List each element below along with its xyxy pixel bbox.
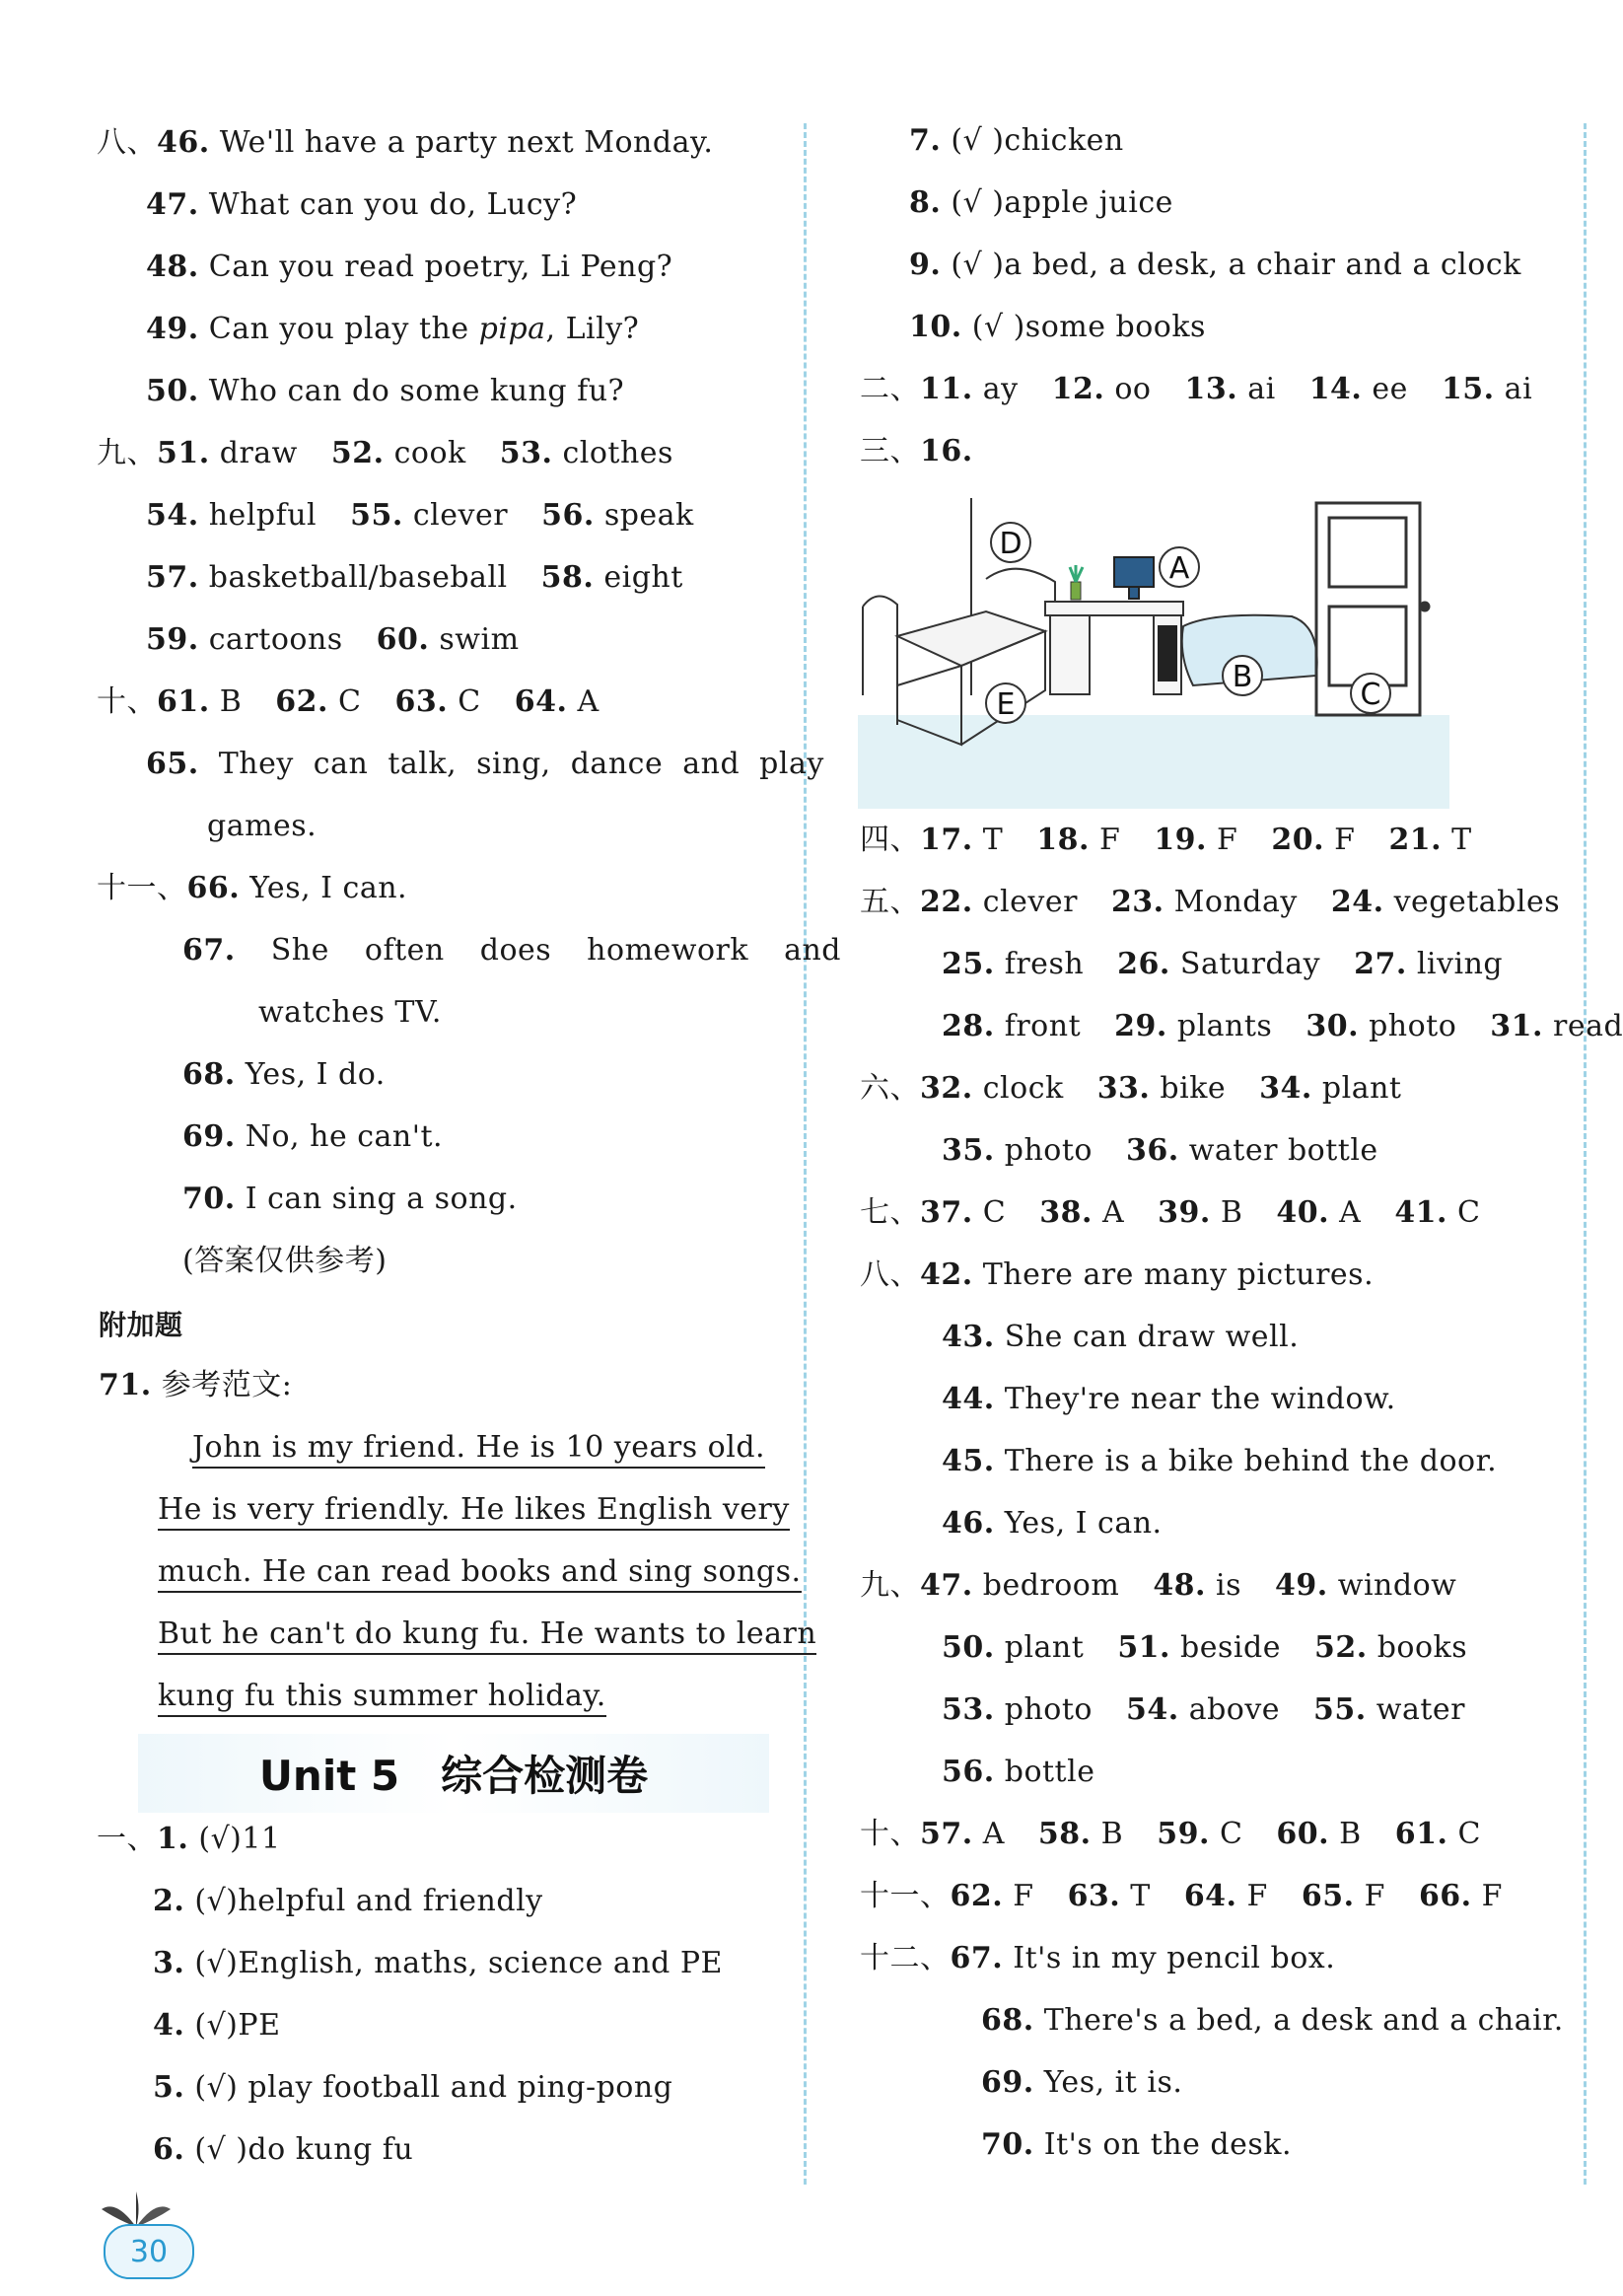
- question-number: 8.: [909, 185, 942, 220]
- answer-line: [97, 869, 407, 908]
- answer-text: C: [1447, 1817, 1481, 1851]
- answer-line: [860, 1256, 1374, 1295]
- question-number: 43.: [942, 1320, 995, 1354]
- question-number: 69.: [981, 2065, 1034, 2100]
- question-number: 68.: [182, 1057, 236, 1092]
- floor: [858, 715, 1449, 809]
- answer-text: 附加题: [99, 1309, 183, 1341]
- question-number: 67.: [950, 1941, 1004, 1975]
- svg-text:B: B: [1232, 660, 1253, 694]
- question-number: 59.: [146, 622, 199, 657]
- answer-text: oo: [1104, 372, 1152, 406]
- answer-text: B: [1210, 1195, 1243, 1230]
- question-number: 57.: [920, 1817, 973, 1851]
- answer-line: [860, 883, 1560, 922]
- question-number: 2.: [153, 1884, 185, 1918]
- question-number: 60.: [376, 622, 430, 657]
- essay-line: [158, 1677, 606, 1716]
- answer-text: They can talk, sing, dance and play: [198, 747, 824, 781]
- question-number: 27.: [1354, 947, 1407, 981]
- answer-line: [182, 1180, 518, 1219]
- question-number: 67.: [182, 933, 236, 968]
- answer-text: clock: [972, 1071, 1064, 1106]
- answer-text: bottle: [994, 1755, 1095, 1789]
- answer-text: Can you play the: [198, 312, 479, 346]
- answer-text: ai: [1494, 372, 1533, 406]
- question-number: 5.: [153, 2070, 185, 2105]
- svg-text:C: C: [1360, 678, 1381, 712]
- question-number: 17.: [920, 823, 973, 857]
- question-number: 45.: [942, 1444, 995, 1478]
- svg-text:A: A: [1168, 551, 1190, 586]
- question-number: 11.: [920, 372, 973, 406]
- answer-text: It's on the desk.: [1033, 2127, 1292, 2162]
- question-number: 47.: [920, 1568, 973, 1603]
- answer-line: [99, 1366, 292, 1405]
- question-number: 23.: [1110, 885, 1164, 919]
- column-divider-left: [804, 123, 807, 2185]
- answer-line: [942, 1442, 1497, 1481]
- answer-line: [860, 1877, 1503, 1916]
- question-number: 65.: [146, 747, 199, 781]
- answer-text: A: [1092, 1195, 1125, 1230]
- answer-text: Monday: [1164, 885, 1298, 919]
- answer-text: A: [972, 1817, 1005, 1851]
- answer-text: There are many pictures.: [972, 1257, 1375, 1292]
- answer-line: [153, 2006, 280, 2045]
- answer-line: [182, 1055, 386, 1095]
- question-number: 21.: [1388, 823, 1443, 857]
- question-number: 64.: [1183, 1879, 1237, 1913]
- essay-text: John is my friend. He is 10 years old.: [192, 1430, 765, 1469]
- answer-text: ai: [1237, 372, 1276, 406]
- section-number: 五、: [860, 885, 920, 919]
- answer-line: [981, 2063, 1182, 2103]
- question-number: 71.: [99, 1368, 152, 1402]
- section-number: 九、: [97, 436, 157, 470]
- answer-text: F: [1324, 823, 1356, 857]
- essay-line: [192, 1428, 765, 1468]
- answer-line: [97, 682, 600, 722]
- essay-text: But he can't do kung fu. He wants to learn: [158, 1616, 816, 1655]
- answer-text: F: [1089, 823, 1121, 857]
- answer-text: Yes, I can.: [240, 871, 408, 905]
- answer-text: (√) play football and ping-pong: [184, 2070, 673, 2105]
- question-number: 61.: [1394, 1817, 1448, 1851]
- answer-line: [942, 1380, 1396, 1419]
- question-number: 63.: [394, 684, 449, 719]
- answer-text: eight: [594, 560, 683, 595]
- leaf-decoration-icon: [97, 2189, 176, 2229]
- answer-line: [942, 1504, 1163, 1543]
- question-number: 50.: [942, 1630, 995, 1665]
- answer-line: [909, 183, 1173, 223]
- answer-text: plants: [1166, 1009, 1273, 1043]
- essay-line: [158, 1614, 816, 1654]
- answer-text: beside: [1170, 1630, 1281, 1665]
- answer-line: [146, 372, 624, 411]
- answer-line: [909, 308, 1206, 347]
- question-number: 58.: [540, 560, 595, 595]
- question-number: 56.: [942, 1755, 995, 1789]
- section-number: 八、: [97, 125, 157, 160]
- essay-line: [158, 1490, 790, 1530]
- section-number: 十一、: [97, 871, 187, 905]
- question-number: 69.: [182, 1119, 236, 1154]
- question-number: 7.: [909, 123, 942, 158]
- question-number: 68.: [981, 2003, 1034, 2038]
- answer-line: [97, 1820, 281, 1859]
- answer-text: (√)11: [188, 1822, 281, 1856]
- answer-text: (√)helpful and friendly: [184, 1884, 543, 1918]
- answer-line: [182, 1117, 443, 1157]
- question-number: 53.: [499, 436, 553, 470]
- section-number: 十二、: [860, 1941, 951, 1975]
- section-number: 十、: [860, 1817, 920, 1851]
- answer-text: Who can do some kung fu?: [198, 374, 625, 408]
- question-number: 44.: [942, 1382, 995, 1416]
- question-number: 48.: [146, 250, 199, 284]
- answer-line: [860, 1939, 1335, 1978]
- answer-text: (√ )some books: [961, 310, 1206, 344]
- essay-text: He is very friendly. He likes English very: [158, 1492, 790, 1531]
- answer-text: bike: [1150, 1071, 1227, 1106]
- question-number: 39.: [1158, 1195, 1211, 1230]
- question-number: 57.: [146, 560, 199, 595]
- question-number: 61.: [157, 684, 210, 719]
- answer-text: She often does homework and: [235, 933, 841, 968]
- question-number: 63.: [1067, 1879, 1121, 1913]
- answer-line: [146, 496, 694, 536]
- question-number: 70.: [981, 2127, 1034, 2162]
- question-number: 38.: [1039, 1195, 1093, 1230]
- answer-line: [146, 745, 824, 784]
- answer-text: basketball/baseball: [198, 560, 508, 595]
- question-number: 62.: [950, 1879, 1004, 1913]
- question-number: 52.: [1313, 1630, 1368, 1665]
- question-number: 16.: [920, 434, 973, 468]
- answer-text: F: [1003, 1879, 1034, 1913]
- question-number: 22.: [920, 885, 973, 919]
- answer-text: Yes, I do.: [235, 1057, 386, 1092]
- answer-text: helpful: [198, 498, 318, 533]
- answer-text: F: [1471, 1879, 1503, 1913]
- answer-text: There is a bike behind the door.: [994, 1444, 1498, 1478]
- question-number: 18.: [1036, 823, 1090, 857]
- answer-text: cook: [384, 436, 466, 470]
- answer-line: [909, 246, 1521, 285]
- question-number: 46.: [157, 125, 210, 160]
- answer-line: [146, 310, 639, 349]
- answer-text: vegetables: [1383, 885, 1561, 919]
- question-number: 10.: [909, 310, 962, 344]
- answer-line: [146, 558, 683, 598]
- answer-text: C: [1447, 1195, 1481, 1230]
- answer-text: T: [1120, 1879, 1151, 1913]
- answer-text: T: [972, 823, 1004, 857]
- answer-line: [97, 434, 673, 473]
- scene-label-c: [1351, 674, 1390, 713]
- question-number: 35.: [942, 1133, 995, 1168]
- answer-text: T: [1442, 823, 1472, 857]
- answer-text: I can sing a song.: [235, 1182, 518, 1216]
- question-number: 66.: [186, 871, 241, 905]
- answer-text: water: [1366, 1692, 1466, 1727]
- question-number: 40.: [1276, 1195, 1330, 1230]
- plant: [1070, 565, 1083, 600]
- answer-line: [942, 945, 1503, 984]
- answer-line: [942, 1690, 1465, 1730]
- question-number: 48.: [1153, 1568, 1207, 1603]
- answer-text: B: [1329, 1817, 1362, 1851]
- section-number: 三、: [860, 434, 920, 468]
- extra-section-title: [99, 1306, 183, 1345]
- answer-text: (√ )do kung fu: [184, 2132, 414, 2167]
- answer-line: [860, 821, 1472, 860]
- question-number: 33.: [1096, 1071, 1151, 1106]
- scene-label-a: [1160, 547, 1199, 587]
- column-divider-right: [1584, 123, 1587, 2185]
- answer-line: [860, 432, 973, 471]
- section-number: 十一、: [860, 1879, 951, 1913]
- question-number: 24.: [1330, 885, 1384, 919]
- answer-text: (√)English, maths, science and PE: [184, 1946, 723, 1980]
- question-number: 19.: [1154, 823, 1208, 857]
- answer-line: [860, 1566, 1456, 1606]
- answer-line: [97, 123, 713, 163]
- essay-text: kung fu this summer holiday.: [158, 1679, 606, 1717]
- answer-line: [860, 1069, 1401, 1109]
- answer-text: B: [209, 684, 243, 719]
- answer-line: [146, 248, 672, 287]
- question-number: 36.: [1125, 1133, 1179, 1168]
- answer-text: What can you do, Lucy?: [198, 187, 578, 222]
- answer-text: Yes, I can.: [994, 1506, 1163, 1541]
- question-number: 50.: [146, 374, 199, 408]
- question-number: 65.: [1301, 1879, 1355, 1913]
- essay-text: much. He can read books and sing songs.: [158, 1554, 802, 1593]
- question-number: 54.: [1125, 1692, 1179, 1727]
- answer-text: swim: [429, 622, 520, 657]
- question-number: 25.: [942, 947, 995, 981]
- question-number: 52.: [330, 436, 385, 470]
- question-number: 13.: [1184, 372, 1238, 406]
- answer-text: F: [1354, 1879, 1385, 1913]
- question-number: 58.: [1037, 1817, 1092, 1851]
- answer-text: A: [567, 684, 600, 719]
- answer-text: plant: [1311, 1071, 1402, 1106]
- question-number: 49.: [1275, 1568, 1328, 1603]
- answer-text: 参考范文:: [151, 1368, 293, 1402]
- answer-line: [153, 1944, 723, 1983]
- section-number: 七、: [860, 1195, 920, 1230]
- answer-text: games.: [207, 809, 318, 843]
- question-number: 70.: [182, 1182, 236, 1216]
- answer-text: ay: [972, 372, 1019, 406]
- answer-text: (√)PE: [184, 2008, 281, 2043]
- answer-text: ee: [1362, 372, 1408, 406]
- answer-text: water bottle: [1178, 1133, 1378, 1168]
- answer-text: clever: [972, 885, 1078, 919]
- answer-text: plant: [994, 1630, 1085, 1665]
- answer-line: [153, 2130, 413, 2170]
- answer-line: [942, 1753, 1094, 1792]
- question-number: 34.: [1259, 1071, 1312, 1106]
- answer-line: [182, 931, 841, 970]
- question-number: 47.: [146, 187, 199, 222]
- answer-text: clever: [402, 498, 509, 533]
- answer-text: C: [1209, 1817, 1243, 1851]
- answer-text: Saturday: [1169, 947, 1321, 981]
- answer-text: We'll have a party next Monday.: [209, 125, 714, 160]
- answer-text: Can you read poetry, Li Peng?: [198, 250, 673, 284]
- section-number: 九、: [860, 1568, 920, 1603]
- answer-text: , Lily?: [545, 312, 640, 346]
- scene-label-b: [1223, 656, 1262, 695]
- answer-text: window: [1327, 1568, 1457, 1603]
- question-number: 42.: [920, 1257, 973, 1292]
- answer-line: [942, 1628, 1467, 1668]
- answer-text: photo: [994, 1133, 1093, 1168]
- answer-line: [981, 2125, 1292, 2165]
- answer-text: read: [1542, 1009, 1623, 1043]
- unit-title: Unit 5 综合检测卷: [138, 1734, 769, 1813]
- page-number: 30: [104, 2224, 194, 2279]
- room-scene-illustration: [858, 488, 1459, 809]
- question-number: 55.: [350, 498, 403, 533]
- answer-line: [258, 993, 442, 1033]
- answer-line: [146, 185, 577, 225]
- question-number: 59.: [1157, 1817, 1210, 1851]
- answer-text: No, he can't.: [235, 1119, 444, 1154]
- question-number: 12.: [1051, 372, 1105, 406]
- question-number: 15.: [1441, 372, 1495, 406]
- answer-text: photo: [1359, 1009, 1457, 1043]
- answer-line: [860, 370, 1532, 409]
- question-number: 54.: [146, 498, 199, 533]
- section-number: 八、: [860, 1257, 920, 1292]
- question-number: 9.: [909, 248, 942, 282]
- answer-text: There's a bed, a desk and a chair.: [1033, 2003, 1564, 2038]
- question-number: 20.: [1271, 823, 1325, 857]
- question-number: 4.: [153, 2008, 185, 2043]
- answer-text: books: [1367, 1630, 1468, 1665]
- answer-text: B: [1091, 1817, 1124, 1851]
- question-number: 32.: [920, 1071, 973, 1106]
- answer-line: [942, 1007, 1623, 1046]
- svg-text:D: D: [999, 527, 1023, 561]
- question-number: 60.: [1276, 1817, 1330, 1851]
- answer-line: [909, 121, 1124, 161]
- answer-text: C: [448, 684, 481, 719]
- svg-text:E: E: [996, 687, 1016, 722]
- answer-text: Yes, it is.: [1033, 2065, 1183, 2100]
- answer-text: It's in my pencil box.: [1003, 1941, 1336, 1975]
- answer-line: [207, 807, 317, 846]
- answer-line: [146, 620, 520, 660]
- answer-text: above: [1178, 1692, 1281, 1727]
- answer-line: [942, 1318, 1299, 1357]
- answer-text: (答案仅供参考): [182, 1244, 388, 1278]
- scene-label-e: [986, 683, 1025, 723]
- question-number: 51.: [157, 436, 210, 470]
- question-number: 66.: [1418, 1879, 1472, 1913]
- question-number: 28.: [942, 1009, 995, 1043]
- answer-text: clothes: [552, 436, 673, 470]
- question-number: 3.: [153, 1946, 185, 1980]
- question-number: 31.: [1490, 1009, 1543, 1043]
- answer-text: front: [994, 1009, 1082, 1043]
- question-number: 6.: [153, 2132, 185, 2167]
- answer-text: (√ )apple juice: [941, 185, 1173, 220]
- answer-line: [153, 2068, 672, 2108]
- answer-text: C: [972, 1195, 1007, 1230]
- question-number: 41.: [1394, 1195, 1448, 1230]
- essay-line: [158, 1552, 802, 1592]
- question-number: 51.: [1117, 1630, 1171, 1665]
- question-number: 14.: [1308, 372, 1363, 406]
- answer-line: [942, 1131, 1378, 1171]
- scene-label-d: [991, 523, 1030, 562]
- answer-text: watches TV.: [258, 995, 442, 1030]
- answer-text: draw: [209, 436, 298, 470]
- answer-text: is: [1206, 1568, 1242, 1603]
- answer-text: cartoons: [198, 622, 343, 657]
- answer-text: (√ )chicken: [941, 123, 1124, 158]
- answer-text: She can draw well.: [994, 1320, 1300, 1354]
- section-number: 十、: [97, 684, 157, 719]
- answer-line: [860, 1815, 1481, 1854]
- question-number: 55.: [1313, 1692, 1367, 1727]
- answer-text: speak: [594, 498, 694, 533]
- question-number: 64.: [514, 684, 568, 719]
- italic-term: pipa: [478, 312, 546, 346]
- answer-text: fresh: [994, 947, 1085, 981]
- question-number: 49.: [146, 312, 199, 346]
- answer-text: F: [1236, 1879, 1268, 1913]
- answer-line: [153, 1882, 543, 1921]
- question-number: 1.: [157, 1822, 189, 1856]
- question-number: 30.: [1305, 1009, 1360, 1043]
- answer-text: (√ )a bed, a desk, a chair and a clock: [941, 248, 1521, 282]
- answer-text: They're near the window.: [994, 1382, 1396, 1416]
- question-number: 46.: [942, 1506, 995, 1541]
- section-number: 二、: [860, 372, 920, 406]
- answer-text: A: [1329, 1195, 1362, 1230]
- answer-text: C: [328, 684, 362, 719]
- answer-note: [182, 1242, 387, 1281]
- question-number: 53.: [942, 1692, 995, 1727]
- answer-text: F: [1207, 823, 1238, 857]
- answer-line: [860, 1193, 1481, 1233]
- section-number: 一、: [97, 1822, 157, 1856]
- section-number: 六、: [860, 1071, 920, 1106]
- question-number: 29.: [1114, 1009, 1167, 1043]
- answer-text: photo: [994, 1692, 1093, 1727]
- question-number: 62.: [275, 684, 328, 719]
- section-number: 四、: [860, 823, 920, 857]
- answer-text: bedroom: [972, 1568, 1120, 1603]
- question-number: 26.: [1117, 947, 1170, 981]
- question-number: 37.: [920, 1195, 973, 1230]
- answer-line: [981, 2001, 1564, 2041]
- answer-text: living: [1406, 947, 1504, 981]
- question-number: 56.: [541, 498, 595, 533]
